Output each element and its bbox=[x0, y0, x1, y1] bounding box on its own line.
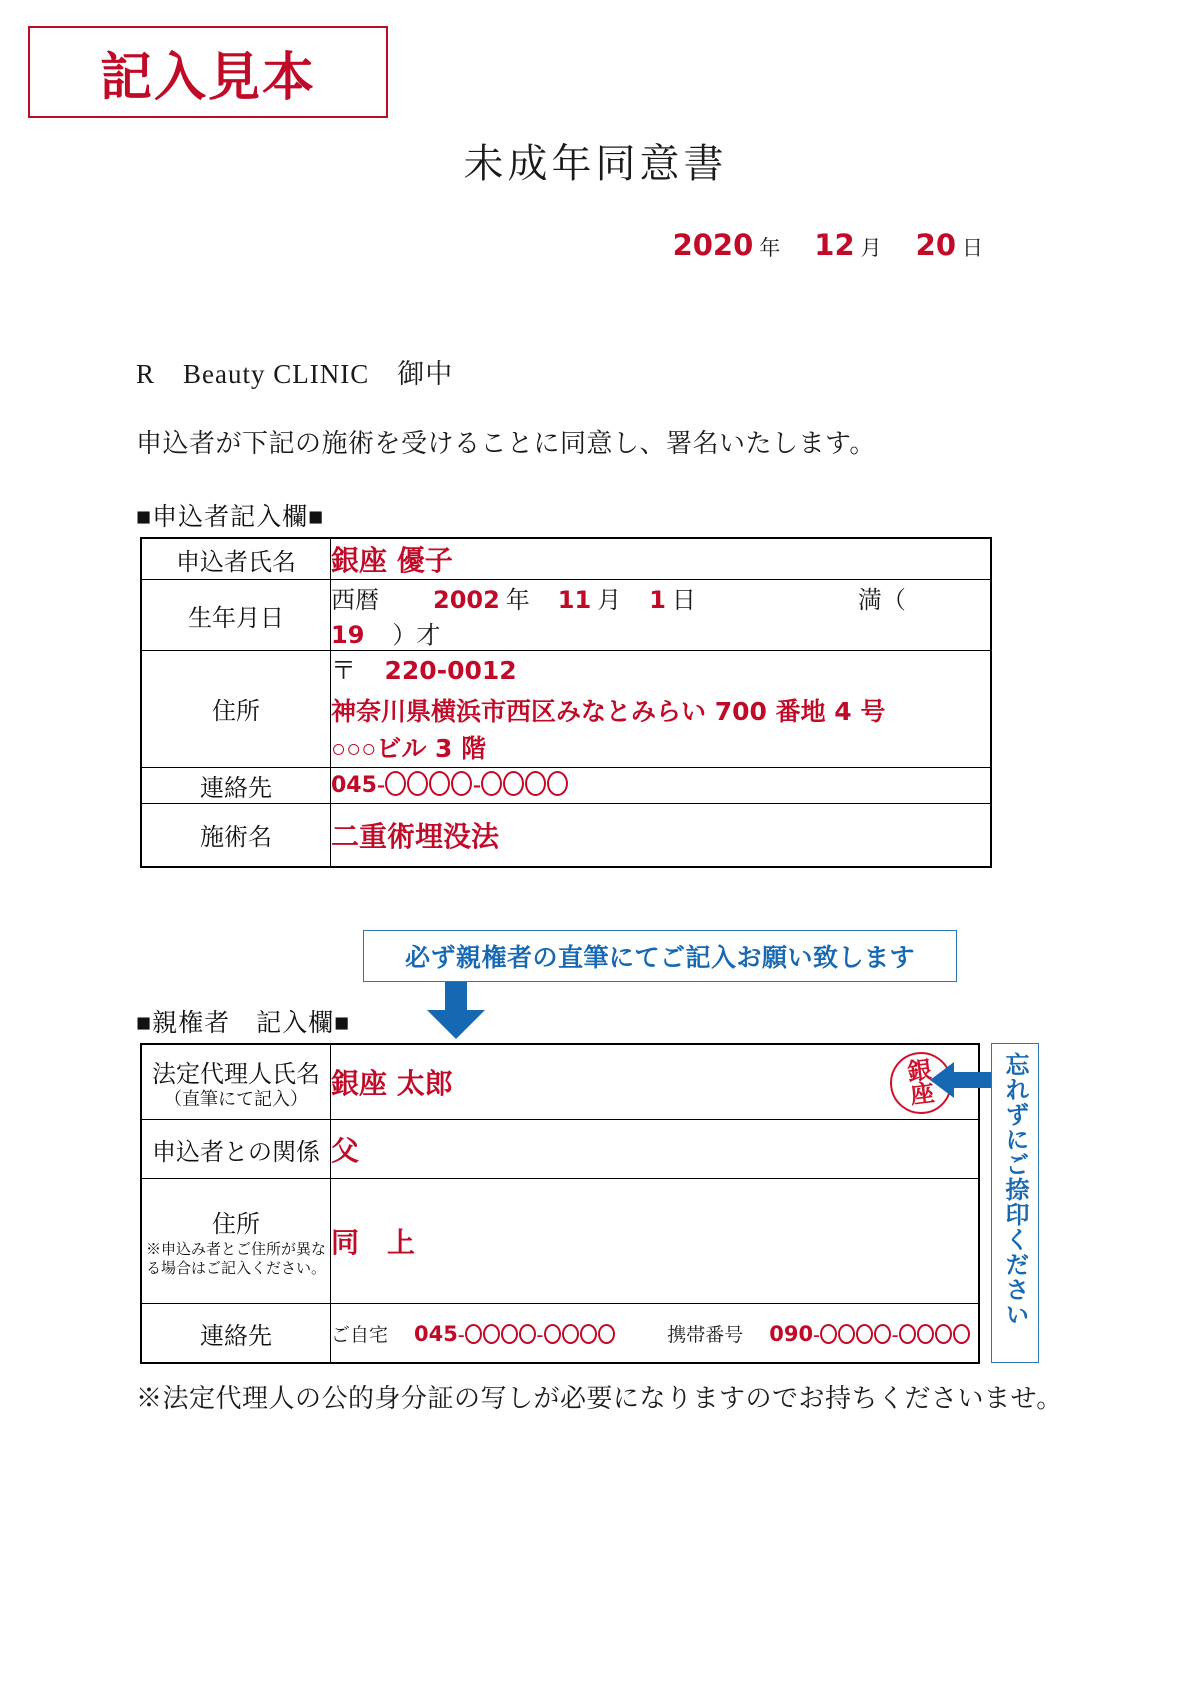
guardian-section-heading: ■親権者 記入欄■ bbox=[136, 1010, 351, 1037]
applicant-section-heading: ■申込者記入欄■ bbox=[136, 504, 325, 531]
birth-day: 1 bbox=[649, 586, 666, 614]
table-row bbox=[141, 1179, 979, 1304]
date-day: 20 bbox=[915, 228, 956, 262]
applicant-contact-prefix: 045 bbox=[331, 773, 377, 798]
intro-text: 申込者が下記の施術を受けることに同意し、署名いたします。 bbox=[136, 429, 876, 458]
masked-digit bbox=[519, 1324, 536, 1344]
guardian-name-value: 銀座 太郎 bbox=[331, 1067, 453, 1100]
masked-digit bbox=[562, 1324, 579, 1344]
guardian-address-value: 同 上 bbox=[331, 1226, 416, 1259]
masked-digit bbox=[501, 1324, 518, 1344]
masked-digit bbox=[838, 1324, 855, 1344]
arrow-left-icon bbox=[930, 1060, 992, 1100]
guardian-mobile-phone-prefix: 090 bbox=[769, 1321, 814, 1346]
phone-dash-4: - bbox=[891, 1323, 899, 1346]
masked-digit bbox=[544, 1324, 561, 1344]
stamp-reminder-note bbox=[991, 1043, 1039, 1363]
hanko-stamp-char-top: 銀 bbox=[905, 1054, 934, 1087]
masked-digit bbox=[935, 1324, 952, 1344]
guardian-home-phone-prefix: 045 bbox=[414, 1321, 458, 1346]
masked-digit bbox=[407, 771, 428, 796]
birth-month-unit: 月 bbox=[597, 588, 622, 614]
footer-note: ※法定代理人の公的身分証の写しが必要になりますのでお持ちくださいませ。 bbox=[136, 1384, 1063, 1413]
applicant-procedure-label: 施術名 bbox=[141, 803, 331, 867]
applicant-postal-code: 220-0012 bbox=[384, 656, 517, 685]
phone-dash-2: - bbox=[536, 1323, 544, 1346]
masked-digit bbox=[953, 1324, 970, 1344]
guardian-name-label-sub: （直筆にて記入） bbox=[164, 1089, 308, 1110]
handwriting-callout-text: 必ず親権者の直筆にてご記入お願い致します bbox=[404, 943, 915, 972]
age-prefix: 満（ bbox=[857, 588, 906, 614]
masked-digit bbox=[503, 771, 524, 796]
applicant-address-line1: 神奈川県横浜市西区みなとみらい 700 番地 4 号 bbox=[331, 697, 886, 726]
table-row bbox=[141, 538, 991, 580]
applicant-procedure-value: 二重術埋没法 bbox=[331, 819, 500, 853]
age-value: 19 bbox=[331, 621, 365, 649]
masked-digit bbox=[429, 771, 450, 796]
birth-day-unit: 日 bbox=[671, 588, 696, 614]
birth-month: 11 bbox=[557, 586, 592, 614]
applicant-name-label: 申込者氏名 bbox=[141, 538, 331, 580]
applicant-contact-label: 連絡先 bbox=[141, 767, 331, 803]
phone-dash-2: - bbox=[472, 772, 481, 798]
applicant-table bbox=[140, 537, 992, 868]
masked-digit bbox=[917, 1324, 934, 1344]
postal-mark-icon: 〒 bbox=[331, 658, 357, 685]
applicant-address-line2-circles: ○○○ bbox=[331, 735, 377, 763]
date-day-unit: 日 bbox=[962, 236, 983, 260]
birth-era-label: 西暦 bbox=[331, 588, 379, 614]
applicant-name-value-cell bbox=[331, 538, 992, 580]
guardian-table bbox=[140, 1043, 980, 1364]
addressee: R Beauty CLINIC 御中 bbox=[136, 359, 454, 389]
guardian-relationship-label: 申込者との関係 bbox=[141, 1120, 331, 1179]
stamp-reminder-note-text: 忘れずにご捺印ください bbox=[1001, 1052, 1029, 1327]
guardian-address-label bbox=[141, 1179, 331, 1304]
table-row bbox=[141, 1120, 979, 1179]
guardian-contact-label: 連絡先 bbox=[141, 1304, 331, 1364]
table-row bbox=[141, 803, 991, 867]
hanko-stamp-char-bottom: 座 bbox=[908, 1077, 936, 1110]
date-year: 2020 bbox=[672, 228, 754, 262]
phone-dash-3: - bbox=[813, 1323, 820, 1346]
applicant-address-line1-wrap bbox=[331, 695, 990, 730]
masked-digit bbox=[385, 771, 406, 796]
masked-digit bbox=[483, 1324, 500, 1344]
age-suffix: ）才 bbox=[392, 623, 441, 649]
guardian-relationship-value-cell bbox=[331, 1120, 980, 1179]
applicant-postal-line bbox=[331, 651, 990, 687]
applicant-address-line2-wrap bbox=[331, 732, 990, 767]
arrow-down-icon bbox=[423, 982, 489, 1040]
applicant-contact-value-cell bbox=[331, 767, 992, 803]
guardian-name-value-cell bbox=[331, 1044, 980, 1120]
guardian-address-label-note: ※申込み者とご住所が異なる場合はご記入ください。 bbox=[145, 1241, 326, 1277]
table-row bbox=[141, 580, 991, 651]
guardian-home-phone-label: ご自宅 bbox=[331, 1324, 389, 1346]
date-month-unit: 月 bbox=[860, 236, 882, 260]
masked-digit bbox=[547, 771, 568, 796]
page-title: 未成年同意書 bbox=[463, 141, 728, 186]
applicant-birth-value-cell bbox=[331, 580, 992, 651]
applicant-birth-label: 生年月日 bbox=[141, 580, 331, 651]
masked-digit bbox=[856, 1324, 873, 1344]
applicant-name-value: 銀座 優子 bbox=[331, 544, 453, 577]
guardian-relationship-value: 父 bbox=[331, 1134, 360, 1167]
guardian-mobile-phone-label: 携帯番号 bbox=[667, 1324, 744, 1346]
masked-digit bbox=[580, 1324, 597, 1344]
applicant-address-line2-rest: ビル 3 階 bbox=[376, 733, 487, 763]
masked-digit bbox=[465, 1324, 482, 1344]
table-row bbox=[141, 651, 991, 768]
sample-badge bbox=[28, 26, 388, 118]
table-row bbox=[141, 1044, 979, 1120]
guardian-address-label-main: 住所 bbox=[212, 1211, 260, 1238]
date-month: 12 bbox=[814, 228, 855, 262]
date-line bbox=[673, 228, 983, 262]
phone-dash-1: - bbox=[457, 1323, 465, 1346]
masked-digit bbox=[481, 771, 502, 796]
masked-digit bbox=[598, 1324, 615, 1344]
masked-digit bbox=[525, 771, 546, 796]
masked-digit bbox=[820, 1324, 837, 1344]
table-row bbox=[141, 1304, 979, 1364]
guardian-name-label-main: 法定代理人氏名 bbox=[152, 1062, 320, 1089]
applicant-address-value-cell bbox=[331, 651, 992, 768]
birth-year-unit: 年 bbox=[505, 588, 530, 614]
masked-digit bbox=[451, 771, 472, 796]
masked-digit bbox=[899, 1324, 916, 1344]
date-year-unit: 年 bbox=[759, 236, 781, 260]
handwriting-callout bbox=[363, 930, 957, 982]
masked-digit bbox=[874, 1324, 891, 1344]
guardian-address-value-cell bbox=[331, 1179, 980, 1304]
guardian-contact-value-cell bbox=[331, 1304, 980, 1364]
table-row bbox=[141, 767, 991, 803]
applicant-address-label: 住所 bbox=[141, 651, 331, 768]
birth-year: 2002 bbox=[433, 586, 500, 614]
applicant-procedure-value-cell bbox=[331, 803, 992, 867]
phone-dash-1: - bbox=[376, 772, 385, 798]
sample-badge-label: 記入見本 bbox=[99, 47, 316, 108]
guardian-name-label bbox=[141, 1044, 331, 1120]
